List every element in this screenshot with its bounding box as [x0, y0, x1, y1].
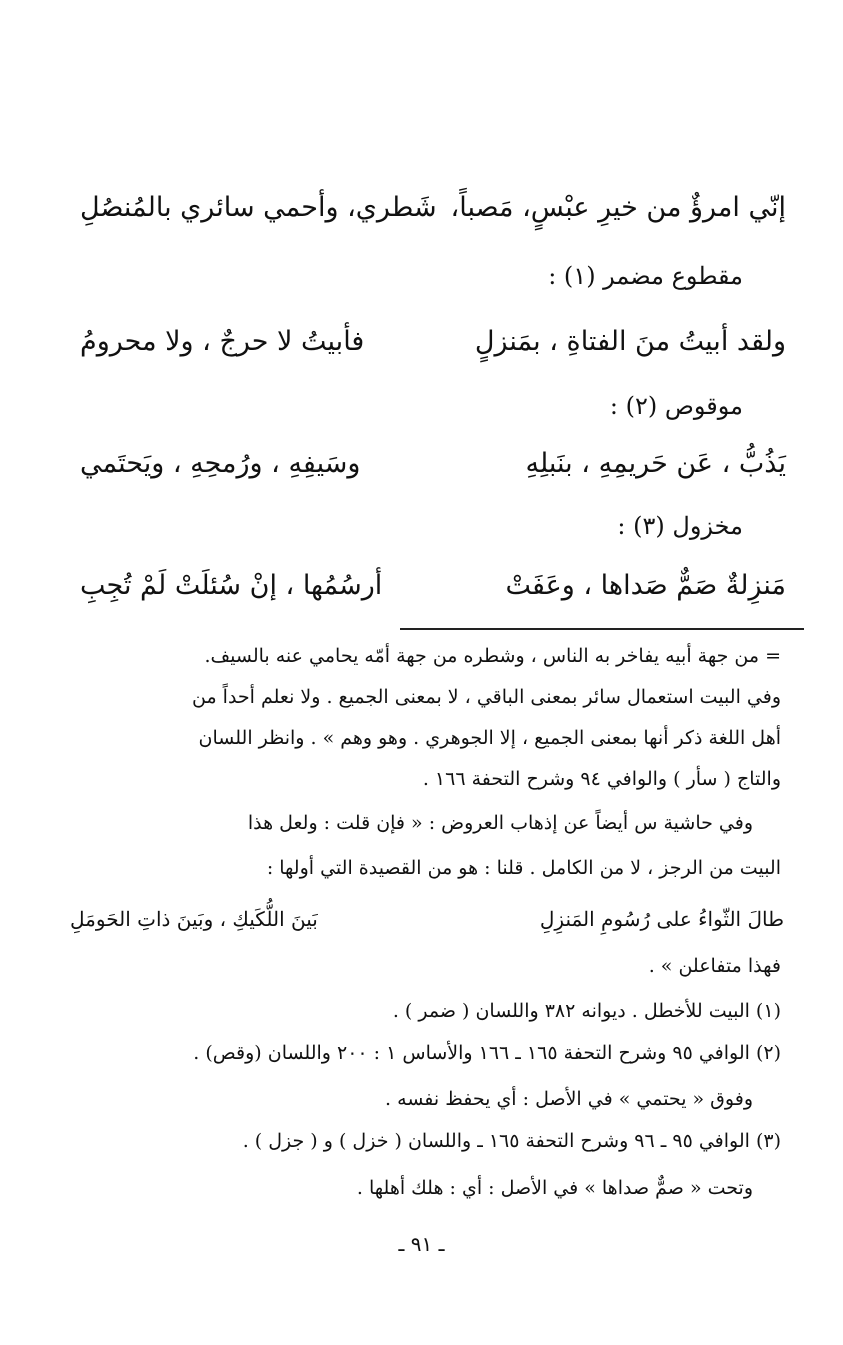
- verse-4-second-hemistich: أرسُمُها ، إنْ سُئلَتْ لَمْ تُجِبِ: [80, 570, 383, 601]
- verse-1: [80, 192, 786, 223]
- footnote-separator: [400, 628, 804, 630]
- verse-3: [80, 448, 786, 479]
- page-number: ـ ٩١ ـ: [398, 1232, 445, 1256]
- footnote-1: (١) البيت للأخطل . ديوانه ٣٨٢ واللسان ( ضمر ) .: [392, 1000, 781, 1022]
- meter-label-2: موقوص (٢) :: [609, 392, 743, 420]
- verse-1-second-hemistich: شَطري، وأحمي سائري بالمُنصُلِ: [80, 192, 437, 223]
- quoted-verse-second-hemistich: بَينَ اللُّكَيكِ ، وبَينَ ذاتِ الحَومَلِ: [70, 907, 318, 931]
- footnote-line: فهذا متفاعلن » .: [648, 955, 781, 977]
- footnote-line: أهل اللغة ذكر أنها بمعنى الجميع ، إلا الجوهري . وهو وهم » . وانظر اللسان: [198, 727, 781, 749]
- footnote-line: البيت من الرجز ، لا من الكامل . قلنا : هو من القصيدة التي أولها :: [266, 857, 781, 879]
- verse-3-first-hemistich: يَذُبُّ ، عَن حَريمِهِ ، بنَبلِهِ: [525, 448, 786, 479]
- footnote-line: والتاج ( سأر ) والوافي ٩٤ وشرح التحفة ١٦٦ .: [422, 768, 781, 790]
- quoted-verse-first-hemistich: طالَ الثّواءُ على رُسُومِ المَنزِلِ: [539, 907, 784, 931]
- footnote-3-note: وتحت « صمٌّ صداها » في الأصل : أي : هلك أهلها .: [356, 1177, 753, 1199]
- verse-4-first-hemistich: مَنزِلةٌ صَمٌّ صَداها ، وعَفَتْ: [505, 570, 786, 601]
- footnote-line: وفي البيت استعمال سائر بمعنى الباقي ، لا بمعنى الجميع . ولا نعلم أحداً من: [191, 686, 781, 708]
- footnote-line: وفي حاشية س أيضاً عن إذهاب العروض : « فإن قلت : ولعل هذا: [247, 812, 753, 834]
- verse-2: [80, 326, 786, 357]
- footnote-line: = من جهة أبيه يفاخر به الناس ، وشطره من جهة أمّه يحامي عنه بالسيف.: [204, 645, 781, 667]
- meter-label-3: مخزول (٣) :: [617, 512, 743, 540]
- meter-label-1: مقطوع مضمر (١) :: [548, 262, 743, 290]
- verse-2-first-hemistich: ولقد أبيتُ منَ الفتاةِ ، بمَنزلٍ: [474, 326, 786, 357]
- footnote-3: (٣) الوافي ٩٥ ـ ٩٦ وشرح التحفة ١٦٥ ـ واللسان ( خزل ) و ( جزل ) .: [242, 1130, 781, 1152]
- verse-1-first-hemistich: إنّي امرؤٌ من خيرِ عبْسٍ، مَصباً،: [450, 192, 786, 223]
- verse-4: [80, 570, 786, 601]
- footnote-2-note: وفوق « يحتمي » في الأصل : أي يحفظ نفسه .: [385, 1088, 753, 1110]
- footnote-2: (٢) الوافي ٩٥ وشرح التحفة ١٦٥ ـ ١٦٦ والأساس ١ : ٢٠٠ واللسان (وقص) .: [193, 1042, 781, 1064]
- verse-2-second-hemistich: فأبيتُ لا حرجٌ ، ولا محرومُ: [80, 326, 365, 357]
- verse-3-second-hemistich: وسَيفِهِ ، ورُمحِهِ ، ويَحتَمي: [80, 448, 361, 479]
- quoted-verse: [70, 907, 784, 931]
